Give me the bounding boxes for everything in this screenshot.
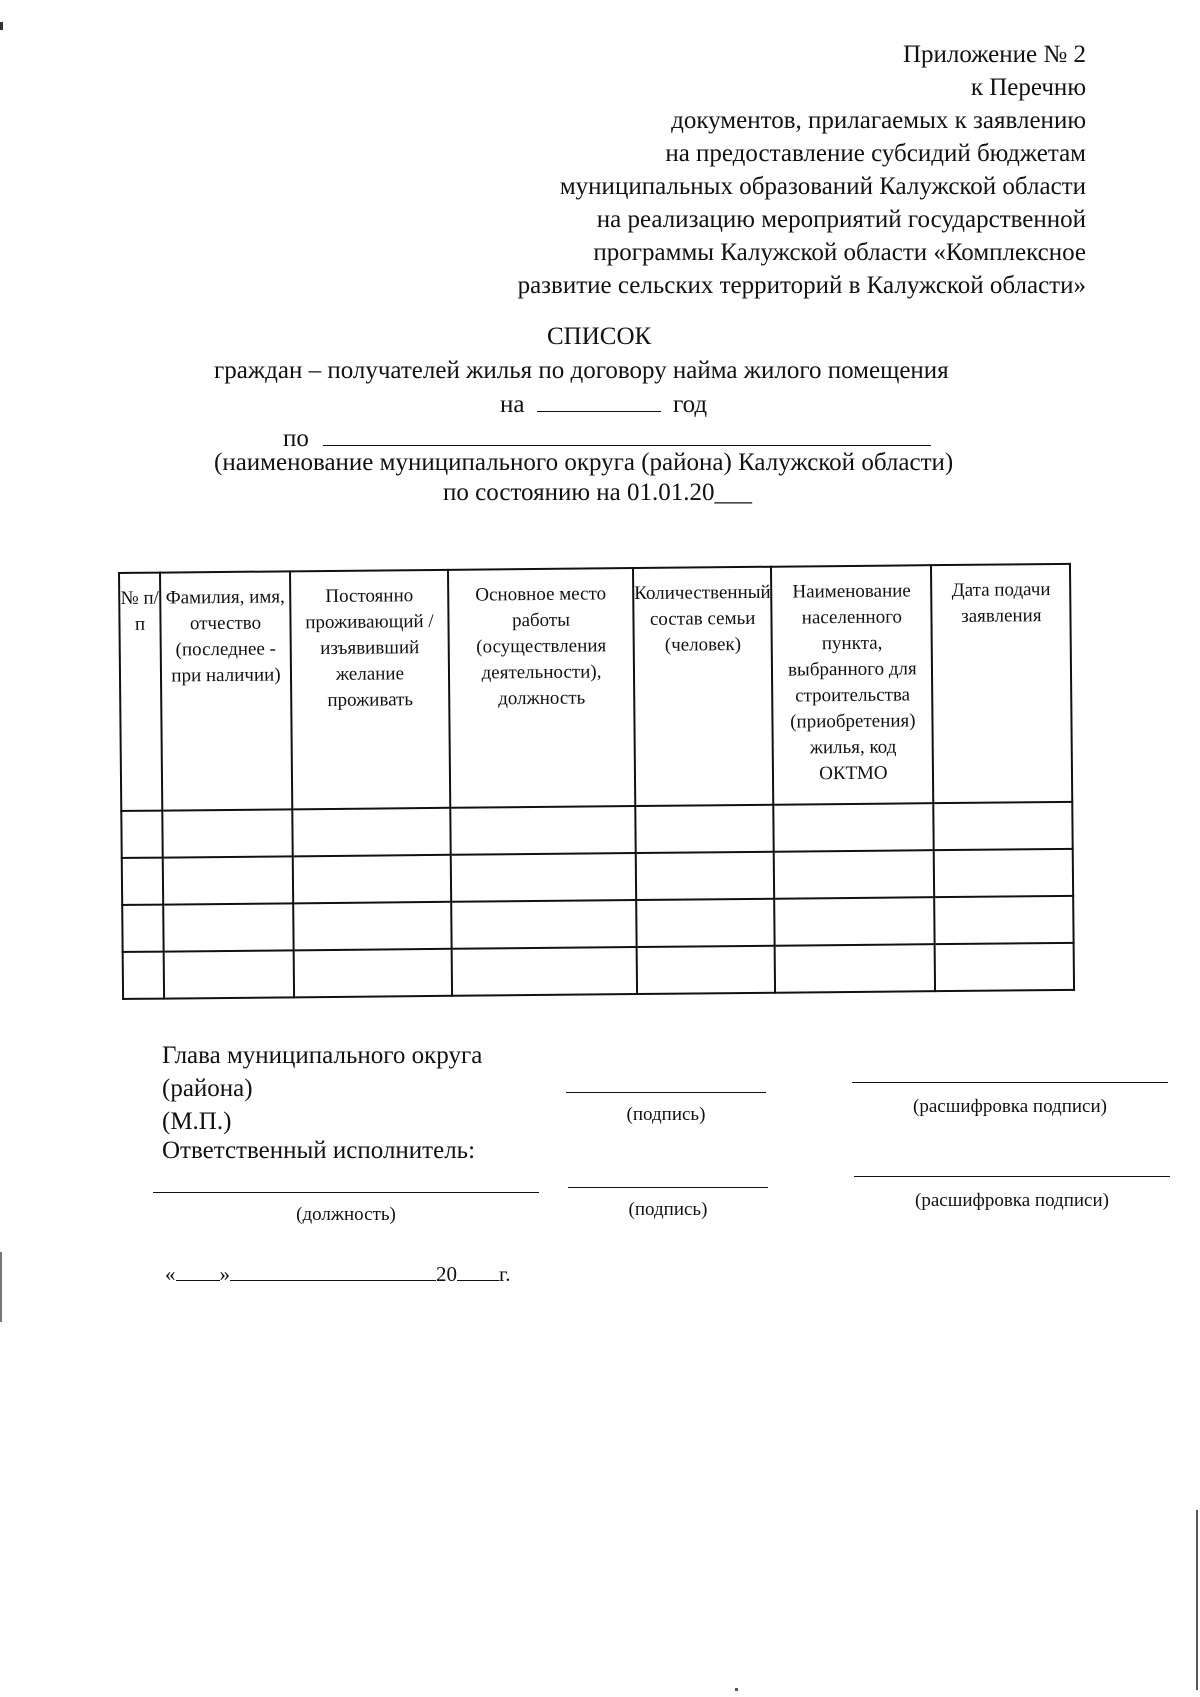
table-cell[interactable] [121, 811, 162, 858]
appendix-line: документов, прилагаемых к заявлению [671, 107, 1086, 134]
municipality-caption: (наименование муниципального округа (района) Калужской области) [214, 449, 954, 476]
executor-decoding-line[interactable] [854, 1176, 1170, 1177]
table-row [123, 943, 1075, 999]
table-cell[interactable] [935, 896, 1074, 944]
year-blank[interactable] [537, 391, 661, 412]
document-title: СПИСОК [547, 323, 652, 350]
appendix-line: развитие сельских территорий в Калужской области» [517, 272, 1086, 299]
head-signature-line[interactable] [566, 1092, 766, 1093]
executor-position-line[interactable] [153, 1192, 539, 1193]
header-residence: Постоянно проживающий /изъявивший желание проживать [290, 570, 450, 810]
scan-speck [735, 1688, 738, 1691]
state-as-of: по состоянию на 01.01.20___ [443, 479, 752, 506]
head-signature-caption: (подпись) [626, 1104, 706, 1125]
table-cell[interactable] [934, 802, 1073, 850]
municipality-blank[interactable] [323, 425, 931, 446]
header-settlement: Наименование населенного пункта, выбранного для строительства (приобретения) жилья, код ОКТМО [771, 565, 933, 805]
table-cell[interactable] [294, 949, 452, 998]
table-cell[interactable] [292, 808, 450, 857]
year-prefix: на [500, 391, 525, 418]
appendix-line: программы Калужской области «Комплексное [593, 239, 1086, 266]
header-number: № п/п [119, 573, 162, 811]
table-cell[interactable] [162, 809, 292, 857]
appendix-line: Приложение № 2 [902, 41, 1086, 68]
header-full-name: Фамилия, имя, отчество (последнее - при наличии) [160, 571, 292, 810]
table-cell[interactable] [163, 856, 293, 904]
appendix-line: к Перечню [970, 74, 1086, 101]
date-close-quote: » [219, 1262, 230, 1286]
head-decoding-line[interactable] [852, 1082, 1168, 1083]
municipality-prefix: по [283, 425, 309, 452]
table-header-row [119, 564, 1073, 811]
date-line [165, 1262, 511, 1287]
year-end-blank[interactable] [457, 1262, 499, 1281]
table-cell[interactable] [774, 850, 934, 899]
table-cell[interactable] [163, 903, 293, 951]
table-cell[interactable] [775, 897, 935, 946]
head-title-line1: Глава муниципального округа [162, 1042, 483, 1069]
appendix-header [386, 38, 1086, 302]
stamp-label: (М.П.) [162, 1108, 232, 1135]
table-cell[interactable] [451, 853, 636, 902]
table-cell[interactable] [164, 950, 294, 998]
table-cell[interactable] [452, 947, 637, 996]
table-cell[interactable] [122, 858, 163, 905]
table-cell[interactable] [775, 944, 935, 993]
appendix-line: муниципальных образований Калужской области [559, 173, 1086, 200]
table-cell[interactable] [635, 805, 774, 853]
scan-mark-top-left [0, 22, 3, 30]
header-family-size: Количественный состав семьи (человек) [633, 567, 774, 806]
executor-position-caption: (должность) [296, 1204, 396, 1225]
table-cell[interactable] [450, 806, 635, 855]
scan-mark-right-edge [1196, 1510, 1198, 1690]
table-cell[interactable] [123, 952, 164, 999]
date-open-quote: « [165, 1262, 176, 1286]
table-cell[interactable] [774, 803, 934, 852]
table-cell[interactable] [637, 946, 776, 994]
header-workplace: Основное место работы (осуществления деятельности), должность [448, 568, 635, 808]
year-suffix: год [672, 391, 708, 418]
scan-mark-left-edge [0, 1252, 2, 1322]
header-application-date: Дата подачи заявления [931, 564, 1072, 803]
appendix-line: на предоставление субсидий бюджетам [665, 140, 1086, 167]
table-cell[interactable] [293, 902, 451, 951]
executor-label: Ответственный исполнитель: [162, 1137, 476, 1164]
table-cell[interactable] [934, 849, 1073, 897]
head-title-line2: (района) [162, 1075, 253, 1102]
table-cell[interactable] [293, 855, 451, 904]
table-cell[interactable] [122, 905, 163, 952]
executor-decoding-caption: (расшифровка подписи) [915, 1190, 1109, 1211]
table-cell[interactable] [636, 899, 775, 947]
table-cell[interactable] [636, 852, 775, 900]
day-blank[interactable] [176, 1262, 220, 1281]
year-line [500, 388, 707, 422]
date-year-suffix: г. [499, 1262, 511, 1286]
recipients-table [118, 563, 1075, 1000]
table-cell[interactable] [935, 943, 1074, 991]
month-blank[interactable] [230, 1262, 436, 1281]
date-century: 20 [436, 1262, 457, 1286]
executor-signature-line[interactable] [568, 1187, 768, 1188]
table-cell[interactable] [451, 900, 636, 949]
appendix-line: на реализацию мероприятий государственной [596, 206, 1086, 233]
executor-signature-caption: (подпись) [628, 1199, 708, 1220]
recipients-table-wrap [118, 563, 1075, 1000]
document-subtitle: граждан – получателей жилья по договору найма жилого помещения [214, 357, 949, 384]
head-decoding-caption: (расшифровка подписи) [913, 1096, 1107, 1117]
